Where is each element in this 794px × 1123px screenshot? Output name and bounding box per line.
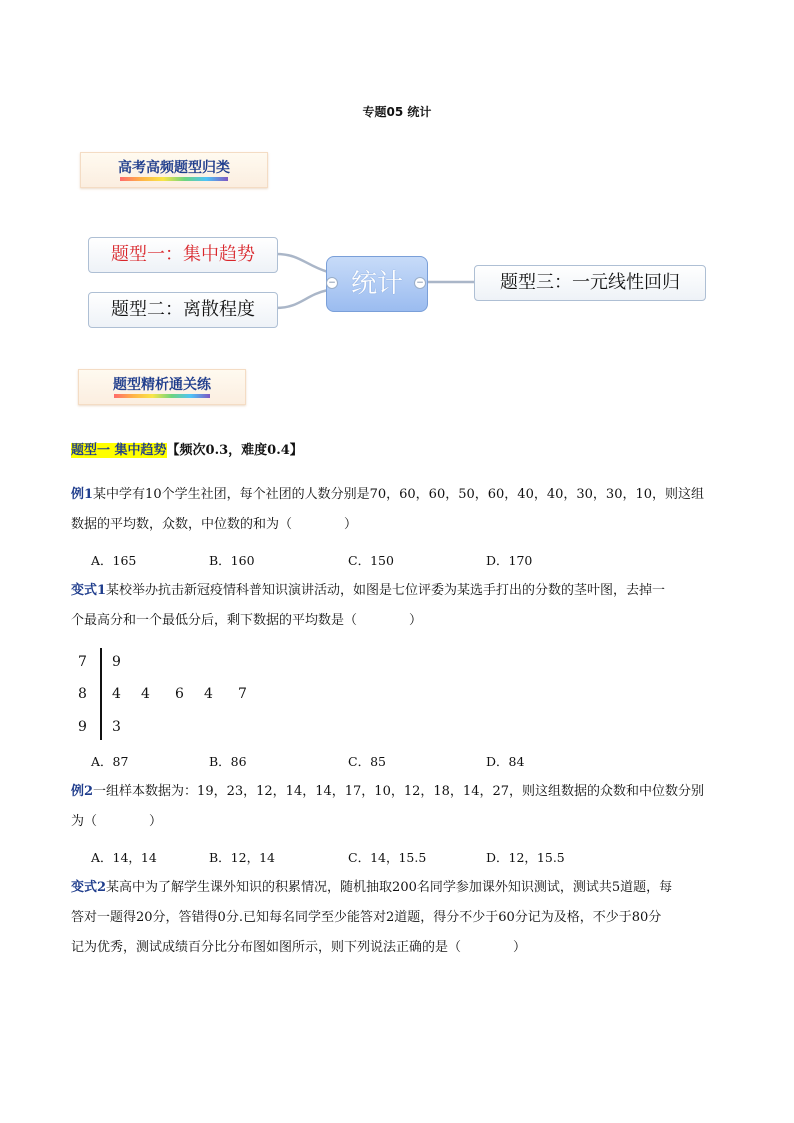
- leaf: 9: [112, 654, 121, 670]
- section-heading: [71, 436, 726, 466]
- node-label: 题型二：离散程度: [111, 299, 255, 320]
- connector-left1: [276, 254, 328, 272]
- option-a[interactable]: A．14，14: [91, 850, 157, 865]
- question-tag: 例1: [71, 487, 94, 502]
- question-text: 个最高分和一个最低分后，剩下数据的平均数是（ ）: [71, 613, 423, 628]
- page-title: 专题05 统计: [362, 105, 432, 119]
- leaf: 3: [112, 719, 121, 735]
- question-tag: 变式1: [71, 583, 107, 598]
- node-label: 题型三：一元线性回归: [500, 272, 680, 293]
- question-text: 为（ ）: [71, 814, 163, 829]
- options-row: [91, 551, 731, 571]
- node-label: 题型一：集中趋势: [111, 244, 255, 265]
- option-b[interactable]: B．86: [209, 754, 247, 769]
- leaf: 7: [238, 686, 247, 702]
- question-text: 答对一题得20分，答错得0分.已知每名同学至少能答对2道题，得分不少于60分记为及格，不少于80分: [71, 910, 662, 925]
- variant-1: [71, 576, 726, 636]
- options-row: [91, 752, 731, 772]
- leaf: 4: [204, 686, 213, 702]
- question-tag: 变式2: [71, 880, 107, 895]
- center-label: 统计: [350, 269, 403, 299]
- banner-label: 高考高频题型归类: [118, 160, 230, 176]
- options-row: [91, 848, 731, 868]
- leaf: 6: [175, 686, 184, 702]
- connector-left2: [276, 290, 328, 308]
- section-banner-frequent-types: [80, 152, 268, 188]
- question-text: 某高中为了解学生课外知识的积累情况，随机抽取200名同学参加课外知识测试，测试共5道题，每: [106, 880, 673, 895]
- option-c[interactable]: C．150: [348, 553, 394, 568]
- stem-leaf-plot: [78, 648, 278, 744]
- banner-label: 题型精析通关练: [113, 377, 211, 393]
- example-2: [71, 777, 726, 837]
- mindmap-center-node[interactable]: [326, 256, 428, 312]
- leaf: 4: [141, 686, 150, 702]
- stem: 8: [78, 686, 87, 702]
- option-b[interactable]: B．160: [209, 553, 255, 568]
- question-text: 某校举办抗击新冠疫情科普知识演讲活动，如图是七位评委为某选手打出的分数的茎叶图，去掉一: [106, 583, 666, 598]
- section-label: 题型一 集中趋势: [71, 443, 167, 458]
- stem: 9: [78, 719, 87, 735]
- mindmap-node-type1[interactable]: [88, 237, 278, 273]
- option-c[interactable]: C．85: [348, 754, 386, 769]
- rainbow-underline: [120, 177, 228, 181]
- question-tag: 例2: [71, 784, 94, 799]
- variant-2: [71, 873, 726, 963]
- leaf: 4: [112, 686, 121, 702]
- option-d[interactable]: D．170: [486, 553, 533, 568]
- stem: 7: [78, 654, 87, 670]
- option-a[interactable]: A．165: [91, 553, 137, 568]
- collapse-icon[interactable]: −: [326, 277, 338, 289]
- option-d[interactable]: D．84: [486, 754, 525, 769]
- section-banner-practice: [78, 369, 246, 405]
- question-text: 数据的平均数，众数，中位数的和为（ ）: [71, 517, 358, 532]
- option-a[interactable]: A．87: [91, 754, 129, 769]
- question-text: 某中学有10个学生社团，每个社团的人数分别是70，60，60，50，60，40，40，30，30，10，则这组: [93, 487, 705, 502]
- question-text: 一组样本数据为：19，23，12，14，14，17，10，12，18，14，27，则这组数据的众数和中位数分别: [93, 784, 705, 799]
- stem-divider: [100, 648, 102, 740]
- option-d[interactable]: D．12，15.5: [486, 850, 565, 865]
- example-1: [71, 480, 726, 540]
- collapse-icon[interactable]: −: [414, 277, 426, 289]
- rainbow-underline: [114, 394, 210, 398]
- option-b[interactable]: B．12，14: [209, 850, 275, 865]
- question-text: 记为优秀，测试成绩百分比分布图如图所示，则下列说法正确的是（ ）: [71, 940, 527, 955]
- section-frequency: 【频次0.3，难度0.4】: [166, 443, 303, 458]
- option-c[interactable]: C．14，15.5: [348, 850, 427, 865]
- mindmap-node-type3[interactable]: [474, 265, 706, 301]
- mindmap-node-type2[interactable]: [88, 292, 278, 328]
